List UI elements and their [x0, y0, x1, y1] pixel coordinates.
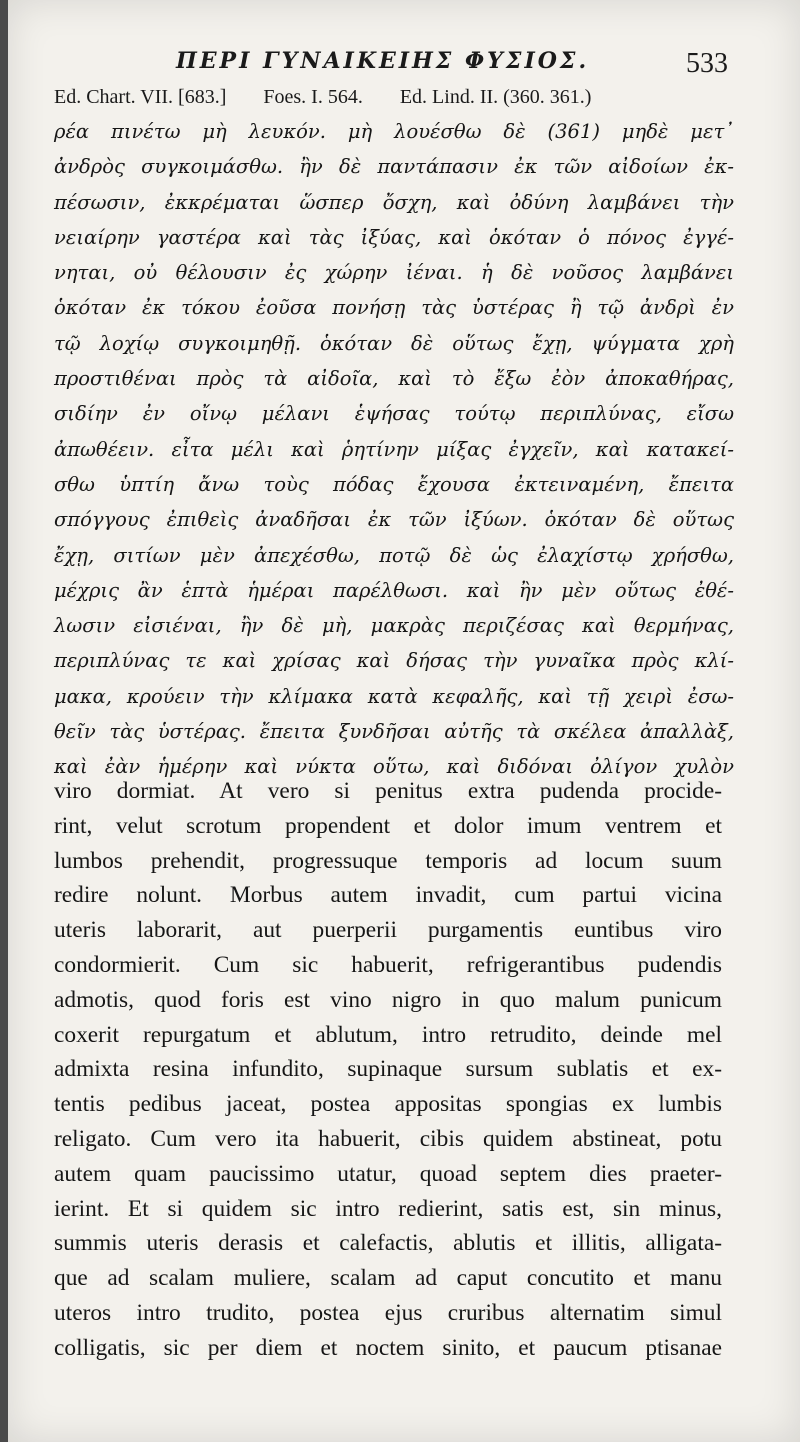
latin-line: colligatis, sic per diem et noctem sinito, et paucum ptisanae — [54, 1334, 722, 1361]
greek-text — [54, 114, 734, 785]
edition-foesius: Foes. I. 564. — [263, 86, 363, 108]
latin-line: rint, velut scrotum propendent et dolor imum ventrem et — [54, 812, 722, 839]
greek-line: νηται, οὐ θέλουσιν ἐς χώρην ἰέναι. ἡ δὲ νοῦσος λαμβάνει — [54, 261, 734, 285]
greek-line: πέσωσιν, ἐκκρέμαται ὥσπερ ὄσχη, καὶ ὀδύνη λαμβάνει τὴν — [54, 190, 734, 214]
latin-line: lumbos prehendit, progressuque temporis ad locum suum — [54, 847, 722, 874]
latin-line: uteros intro trudito, postea ejus cruribus alternatim simul — [54, 1299, 722, 1326]
latin-line: que ad scalam muliere, scalam ad caput concutito et manu — [54, 1265, 722, 1292]
latin-line: tentis pedibus jaceat, postea appositas spongias ex lumbis — [54, 1091, 722, 1118]
latin-line: summis uteris derasis et calefactis, ablutis et illitis, alligata- — [54, 1230, 722, 1257]
greek-line: σιδίην ἐν οἴνῳ μέλανι ἑψήσας τούτῳ περιπλύνας, εἴσω — [54, 402, 734, 426]
latin-line: condormierit. Cum sic habuerit, refrigerantibus pudendis — [54, 951, 722, 978]
latin-line: ierint. Et si quidem sic intro redierint, satis est, sin minus, — [54, 1195, 722, 1222]
greek-line: θεῖν τὰς ὑστέρας. ἔπειτα ξυνδῆσαι αὐτῆς τὰ σκέλεα ἀπαλλὰξ, — [54, 720, 734, 744]
page-number: 533 — [686, 48, 728, 79]
latin-line: admotis, quod foris est vino nigro in quo malum punicum — [54, 986, 722, 1013]
greek-line: ἀνδρὸς συγκοιμάσθω. ἢν δὲ παντάπασιν ἐκ τῶν αἰδοίων ἐκ- — [54, 155, 734, 179]
greek-line: προστιθέναι πρὸς τὰ αἰδοῖα, καὶ τὸ ἔξω ἐὸν ἀποκαθήρας, — [54, 367, 734, 391]
running-title: ΠΕΡΙ ΓΥΝΑΙΚΕΙΗΣ ΦΥΣΙΟΣ. — [176, 48, 590, 74]
latin-line: coxerit repurgatum et ablutum, intro retrudito, deinde mel — [54, 1021, 722, 1048]
book-page — [8, 0, 800, 1442]
latin-line: religato. Cum vero ita habuerit, cibis quidem abstineat, potu — [54, 1125, 722, 1152]
latin-line: redire nolunt. Morbus autem invadit, cum partui vicina — [54, 882, 722, 909]
latin-line: viro dormiat. At vero si penitus extra pudenda procide- — [54, 778, 722, 804]
greek-line: καὶ ἐὰν ἡμέρην καὶ νύκτα οὕτω, καὶ διδόναι ὀλίγον χυλὸν — [54, 755, 734, 779]
page-header — [176, 44, 728, 84]
latin-line: admixta resina infundito, supinaque sursum sublatis et ex- — [54, 1056, 722, 1083]
greek-line: νειαίρην γαστέρα καὶ τὰς ἰξύας, καὶ ὁκόταν ὁ πόνος ἐγγέ- — [54, 225, 734, 249]
greek-line: σπόγγους ἐπιθεὶς ἀναδῆσαι ἐκ τῶν ἰξύων. ὁκόταν δὲ οὕτως — [54, 508, 734, 532]
greek-line: ρέα πινέτω μὴ λευκόν. μὴ λουέσθω δὲ (361) μηδὲ μετ᾽ — [54, 120, 734, 143]
greek-line: μέχρις ἂν ἑπτὰ ἡμέραι παρέλθωσι. καὶ ἢν μὲν οὕτως ἐθέ- — [54, 578, 734, 602]
greek-line: ἔχῃ, σιτίων μὲν ἀπεχέσθω, ποτῷ δὲ ὡς ἐλαχίστῳ χρήσθω, — [54, 543, 734, 567]
greek-line: ἀπωθέειν. εἶτα μέλι καὶ ῥητίνην μίξας ἐγχεῖν, καὶ κατακεί- — [54, 437, 734, 461]
edition-chartier: Ed. Chart. VII. [683.] — [54, 86, 227, 108]
greek-line: ὁκόταν ἐκ τόκου ἐοῦσα πονήσῃ τὰς ὑστέρας ἢ τῷ ἀνδρὶ ἐν — [54, 296, 734, 320]
greek-line: λωσιν εἰσιέναι, ἢν δὲ μὴ, μακρὰς περιζέσας καὶ θερμήνας, — [54, 614, 734, 638]
greek-line: σθω ὑπτίη ἄνω τοὺς πόδας ἔχουσα ἐκτειναμένη, ἔπειτα — [54, 472, 734, 496]
edition-linden: Ed. Lind. II. (360. 361.) — [399, 86, 592, 108]
edition-references — [54, 86, 744, 109]
greek-line: περιπλύνας τε καὶ χρίσας καὶ δήσας τὴν γυναῖκα πρὸς κλί- — [54, 649, 734, 673]
latin-line: autem quam paucissimo utatur, quoad septem dies praeter- — [54, 1160, 722, 1187]
greek-line: τῷ λοχίῳ συγκοιμηθῇ. ὁκόταν δὲ οὕτως ἔχῃ, ψύγματα χρὴ — [54, 331, 734, 355]
greek-line: μακα, κρούειν τὴν κλίμακα κατὰ κεφαλῆς, καὶ τῇ χειρὶ ἐσω- — [54, 684, 734, 708]
latin-line: uteris laborarit, aut puerperii purgamentis euntibus viro — [54, 917, 722, 944]
latin-text — [54, 774, 722, 1366]
